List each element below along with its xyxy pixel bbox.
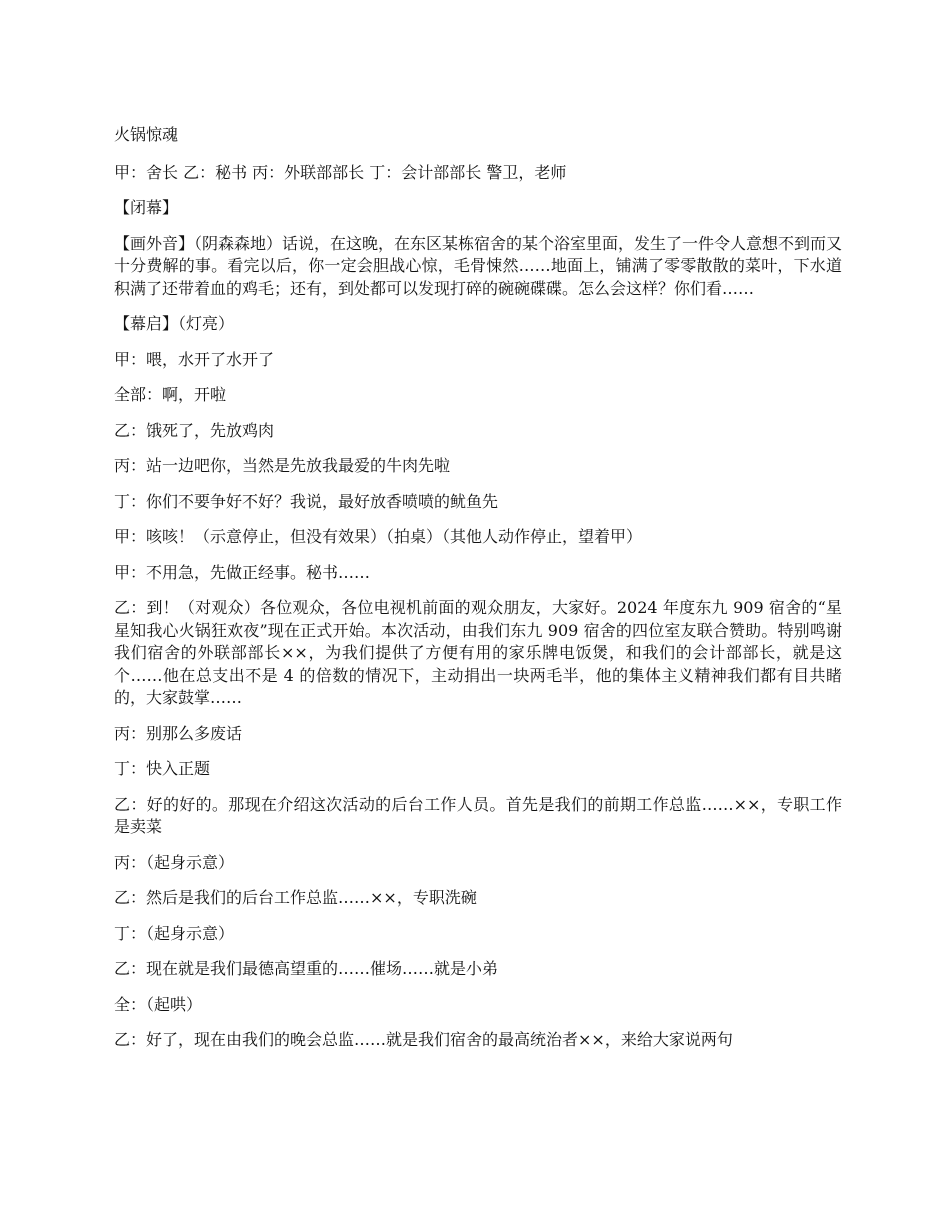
dialogue-paragraph: 乙：好的好的。那现在介绍这次活动的后台工作人员。首先是我们的前期工作总监……××，专职工作是卖菜 (114, 794, 842, 836)
dialogue-line: 全：（起哄） (114, 994, 203, 1014)
dialogue-line: 丙：（起身示意） (114, 852, 235, 872)
dialogue-line: 乙：饿死了，先放鸡肉 (114, 420, 275, 440)
dialogue-line: 乙：然后是我们的后台工作总监……××，专职洗碗 (114, 888, 477, 907)
document-page (114, 124, 842, 1065)
dialogue-line: 丁：你们不要争好不好？我说，最好放香喷喷的鱿鱼先 (114, 491, 499, 511)
cast-list: 甲：舍长 乙：秘书 丙：外联部部长 丁：会计部部长 警卫，老师 (114, 162, 567, 182)
dialogue-line: 乙：现在就是我们最德高望重的……催场……就是小弟 (114, 959, 499, 978)
stage-direction: 【闭幕】 (114, 198, 179, 217)
dialogue-line: 丁：（起身示意） (114, 923, 235, 943)
dialogue-line: 甲：咳咳！（示意停止，但没有效果）（拍桌）（其他人动作停止，望着甲） (114, 527, 643, 546)
dialogue-line: 全部：啊，开啦 (114, 385, 227, 404)
dialogue-line: 丙：别那么多废话 (114, 723, 243, 743)
dialogue-line: 乙：好了，现在由我们的晚会总监……就是我们宿舍的最高统治者××，来给大家说两句 (114, 1030, 733, 1049)
dialogue-line: 丁：快入正题 (114, 759, 211, 778)
dialogue-line: 甲：喂，水开了水开了 (114, 349, 275, 369)
stage-direction: 【幕启】（灯亮） (114, 314, 235, 333)
dialogue-line: 甲：不用急，先做正经事。秘书…… (114, 562, 371, 582)
dialogue-paragraph: 乙：到！（对观众）各位观众，各位电视机前面的观众朋友，大家好。2024 年度东九 909 宿舍的“星星知我心火锅狂欢夜”现在正式开始。本次活动，由我们东九 909 宿舍的四位室友联合赞助。特别鸣谢我们宿舍的外联部部长××，为我们提供了方便有用的家乐牌电饭煲，和我们的会计部部长，就是这个……他在总支出不是 4 的倍数的情况下，主动捐出一块两毛半，他的集体主义精神我们都有目共睹的，大家鼓掌…… (114, 598, 842, 707)
dialogue-line: 丙：站一边吧你，当然是先放我最爱的牛肉先啦 (114, 456, 451, 475)
document-title: 火锅惊魂 (114, 125, 179, 144)
narration-paragraph: 【画外音】（阴森森地）话说，在这晚，在东区某栋宿舍的某个浴室里面，发生了一件令人意想不到而又十分费解的事。看完以后，你一定会胆战心惊，毛骨悚然……地面上，铺满了零零散散的菜叶，下水道积满了还带着血的鸡毛；还有，到处都可以发现打碎的碗碗碟碟。怎么会这样？你们看…… (114, 233, 843, 298)
